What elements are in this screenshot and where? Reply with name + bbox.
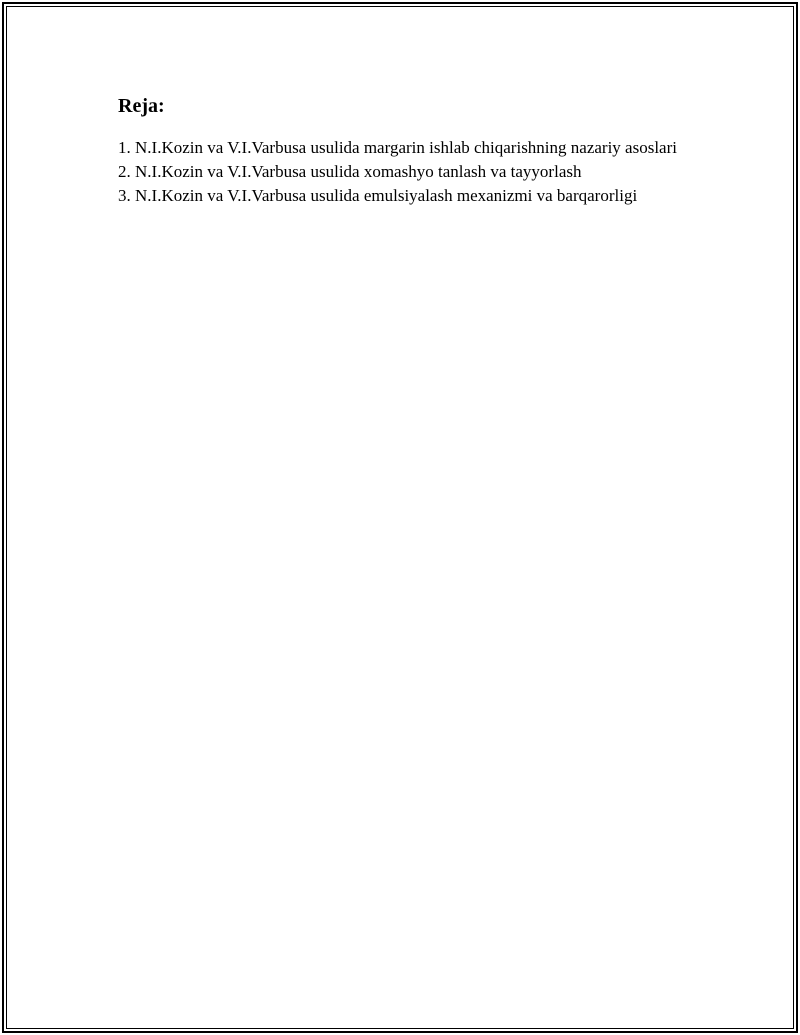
plan-list: [118, 136, 698, 208]
plan-item-2: 2. N.I.Kozin va V.I.Varbusa usulida xomashyo tanlash va tayyorlash: [118, 162, 582, 181]
plan-section: [118, 92, 698, 208]
plan-heading: Reja:: [118, 95, 165, 117]
plan-item-3: 3. N.I.Kozin va V.I.Varbusa usulida emulsiyalash mexanizmi va barqarorligi: [118, 186, 638, 205]
plan-item-1: 1. N.I.Kozin va V.I.Varbusa usulida margarin ishlab chiqarishning nazariy asoslari: [118, 138, 677, 157]
